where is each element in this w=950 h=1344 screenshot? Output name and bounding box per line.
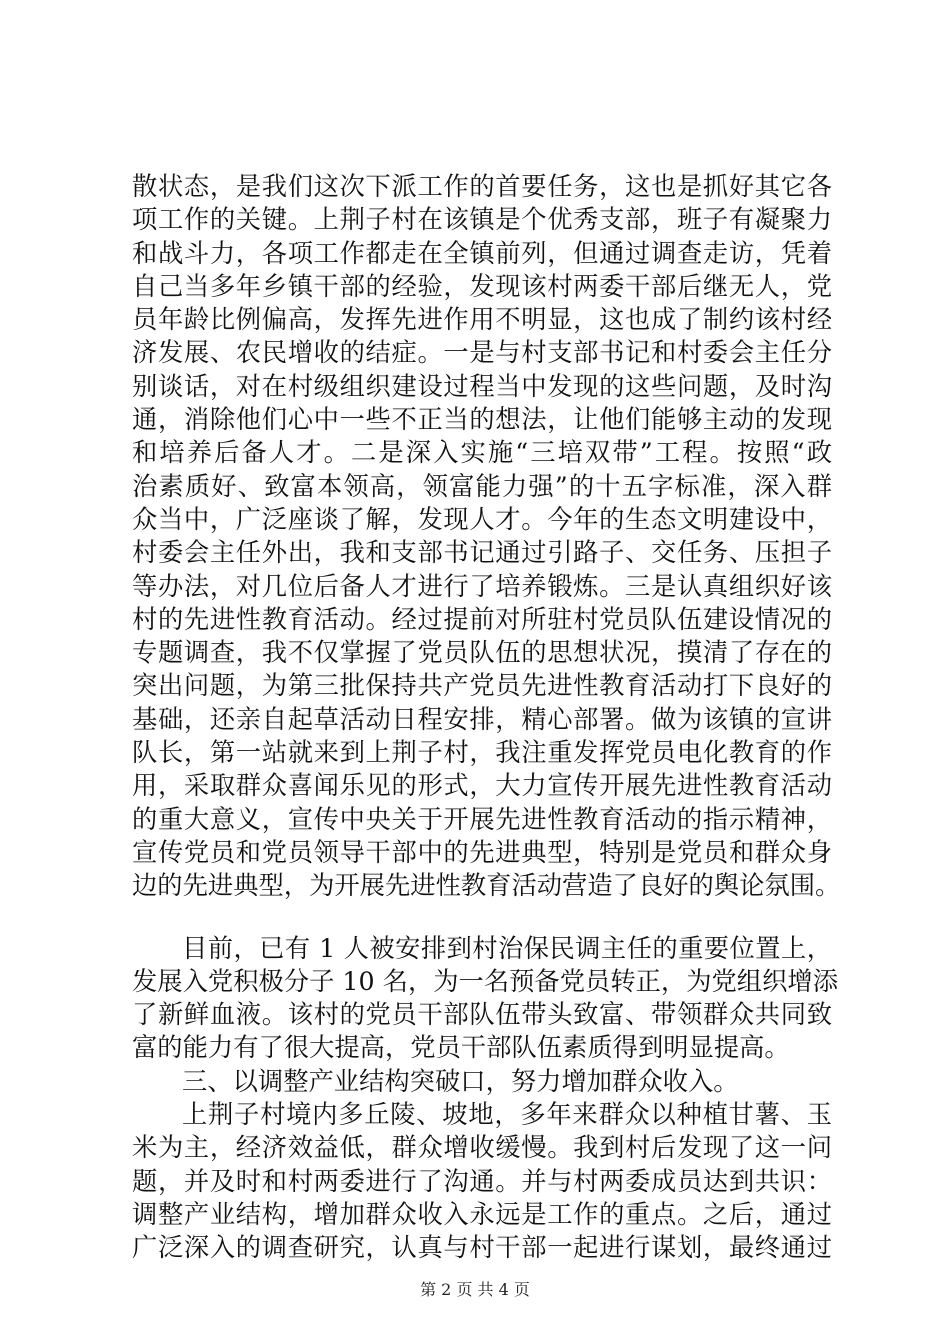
text-line: 自己当多年乡镇干部的经验，发现该村两委干部后继无人，党 [132,271,832,301]
text-line: 广泛深入的调查研究，认真与村干部一起进行谋划，最终通过 [132,1233,832,1263]
text-line: 发展入党积极分子 10 名，为一名预备党员转正，为党组织增添 [132,966,838,996]
text-line: 题，并及时和村两委进行了沟通。并与村两委成员达到共识： [132,1166,832,1196]
text-line: 项工作的关键。上荆子村在该镇是个优秀支部，班子有凝聚力 [132,205,832,235]
text-line: 宣传党员和党员领导干部中的先进典型，特别是党员和群众身 [132,837,832,867]
text-line: 富的能力有了很大提高，党员干部队伍素质得到明显提高。 [132,1033,790,1063]
paragraph-2 [132,932,838,1065]
text-line: 和战斗力，各项工作都走在全镇前列，但通过调查走访，凭着 [132,238,832,268]
document-body [132,170,841,1265]
page-footer: 第 2 页 共 4 页 [420,1280,530,1299]
text-line: 散状态，是我们这次下派工作的首要任务，这也是抓好其它各 [132,172,832,201]
text-line: 等办法，对几位后备人才进行了培养锻炼。三是认真组织好该 [132,571,832,601]
paragraph-3 [132,1098,832,1264]
text-line: 调整产业结构，增加群众收入永远是工作的重点。之后，通过 [132,1199,832,1229]
paragraph-gap [132,903,832,932]
text-line: 专题调查，我不仅掌握了党员队伍的思想状况，摸清了存在的 [132,638,832,668]
text-line: 济发展、农民增收的结症。一是与村支部书记和村委会主任分 [132,338,832,368]
text-line: 基础，还亲自起草活动日程安排，精心部署。做为该镇的宣讲 [132,704,832,734]
text-line: 上荆子村境内多丘陵、坡地，多年来群众以种植甘薯、玉 [182,1100,832,1130]
text-line: 众当中，广泛座谈了解，发现人才。今年的生态文明建设中， [132,504,832,534]
paragraph-1 [132,170,841,903]
text-line: 目前，已有 1 人被安排到村治保民调主任的重要位置上， [182,933,832,963]
text-line: 突出问题，为第三批保持共产党员先进性教育活动打下良好的 [132,671,832,701]
text-line: 别谈话，对在村级组织建设过程当中发现的这些问题，及时沟 [132,371,832,401]
text-line: 了新鲜血液。该村的党员干部队伍带头致富、带领群众共同致 [132,1000,832,1030]
text-line: 治素质好、致富本领高，领富能力强”的十五字标准，深入群 [132,471,832,501]
text-line: 边的先进典型，为开展先进性教育活动营造了良好的舆论氛围。 [132,871,841,901]
text-line: 队长，第一站就来到上荆子村，我注重发挥党员电化教育的作 [132,738,832,768]
text-line: 村委会主任外出，我和支部书记通过引路子、交任务、压担子 [132,538,832,568]
text-line: 的重大意义，宣传中央关于开展先进性教育活动的指示精神， [132,804,832,834]
text-line: 村的先进性教育活动。经过提前对所驻村党员队伍建设情况的 [132,604,832,634]
text-line: 通，消除他们心中一些不正当的想法，让他们能够主动的发现 [132,405,832,435]
text-line: 员年龄比例偏高，发挥先进作用不明显，这也成了制约该村经 [132,305,832,335]
section-heading: 三、以调整产业结构突破口，努力增加群众收入。 [182,1066,739,1096]
text-line: 用，采取群众喜闻乐见的形式，大力宣传开展先进性教育活动 [132,771,832,801]
text-line: 米为主，经济效益低，群众增收缓慢。我到村后发现了这一问 [132,1133,832,1163]
text-line: 和培养后备人才。二是深入实施“三培双带”工程。按照“政 [132,438,832,468]
